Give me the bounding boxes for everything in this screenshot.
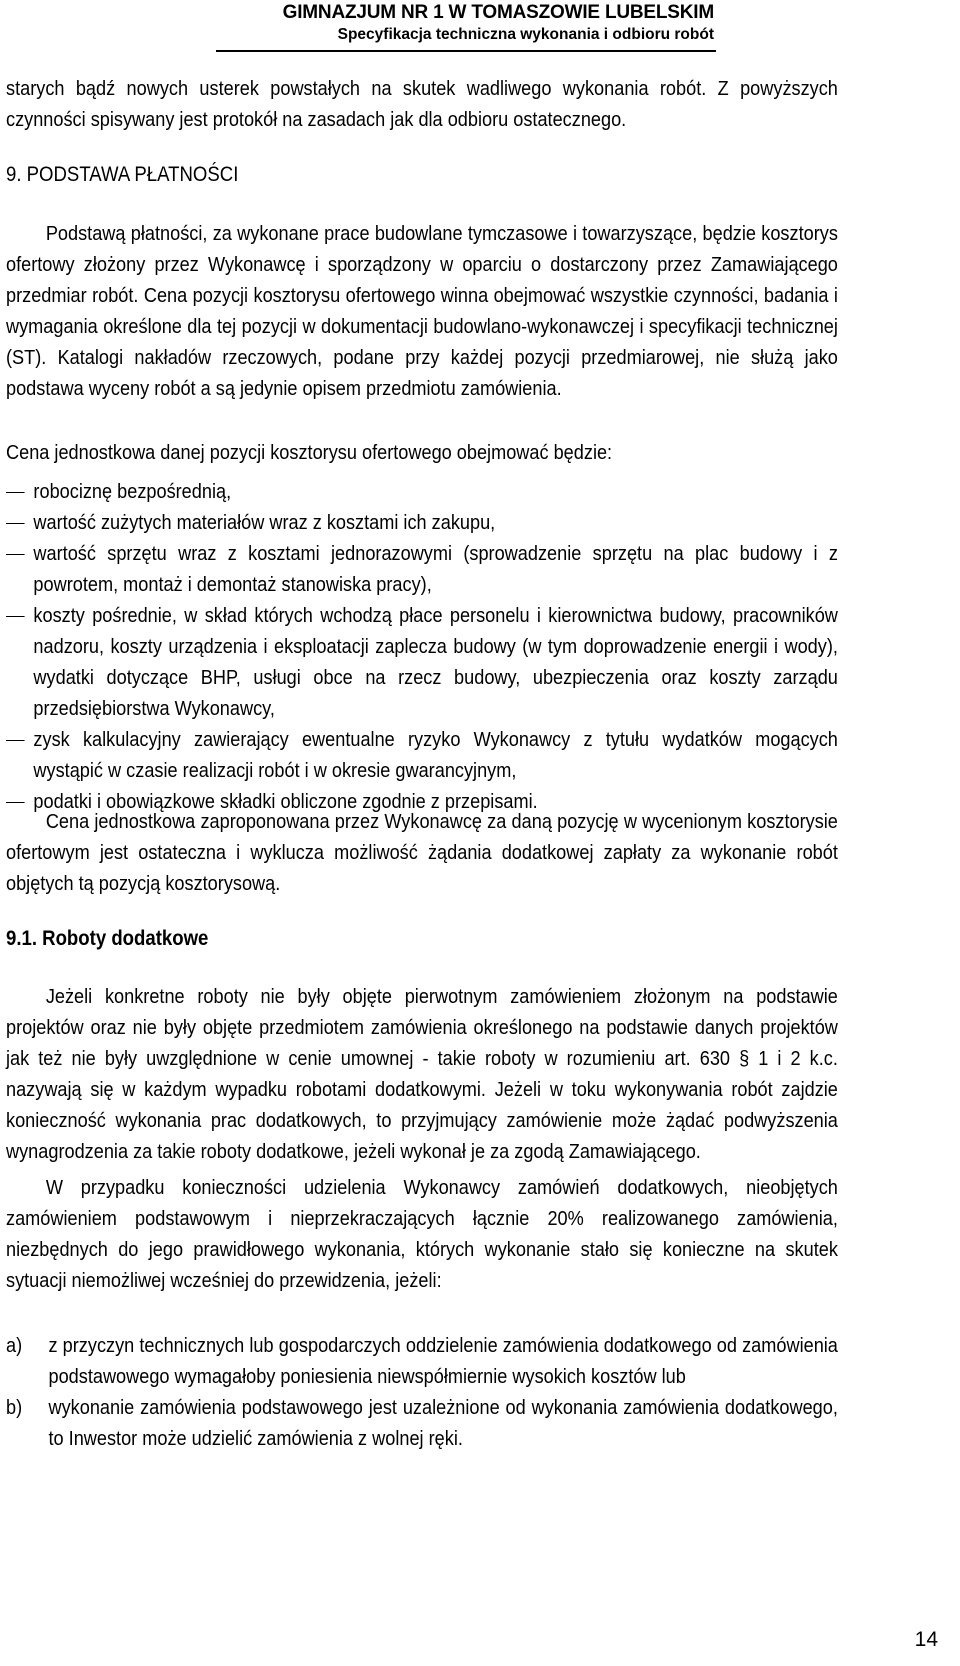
section-9-paragraph-1-block <box>6 218 838 404</box>
list-item-marker: b) <box>6 1396 23 1419</box>
section-9-1-heading: 9.1. Roboty dodatkowe <box>6 927 209 950</box>
dash-bullet <box>6 802 25 803</box>
list-item-text: zysk kalkulacyjny zawierający ewentualne ryzyko Wykonawcy z tytułu wydatków mogących wystąpić w czasie realizacji robót i w okresie gwarancyjnym, <box>33 728 838 782</box>
list-item <box>6 476 838 507</box>
list-item-text: koszty pośrednie, w skład których wchodzą płace personelu i kierownictwa budowy, pracowników nadzoru, koszty urządzenia i eksploatacji zaplecza budowy (w tym doprowadzenie energii i wody), wydatki dotyczące BHP, usługi obce na rzecz budowy, ubezpieczenia oraz koszty zarządu przedsiębiorstwa Wykonawcy, <box>33 604 838 720</box>
section-9-1-paragraph-1: Jeżeli konkretne roboty nie były objęte pierwotnym zamówieniem złożonym na podstawie projektów oraz nie były objęte przedmiotem zamówienia określonego na podstawie danych projektów jak też nie były uwzględnione w cenie umownej - takie roboty w rozumieniu art. 630 § 1 i 2 k.c. nazywają się w każdym wypadku robotami dodatkowymi. Jeżeli w toku wykonywania robót zajdzie konieczność wykonania prac dodatkowych, to przyjmujący zamówienie może żądać podwyższenia wynagrodzenia za takie roboty dodatkowe, jeżeli wykonał je za zgodą Zamawiającego. <box>6 985 838 1163</box>
list-item-marker: a) <box>6 1334 23 1357</box>
section-9-1-heading-block <box>6 923 838 954</box>
list-item-text: wykonanie zamówienia podstawowego jest uzależnione od wykonania zamówienia dodatkowego, to Inwestor może udzielić zamówienia z wolnej ręki. <box>48 1396 838 1450</box>
intro-block <box>6 73 838 135</box>
cost-components-list-block <box>6 476 838 817</box>
header-school-name: GIMNAZJUM NR 1 W TOMASZOWIE LUBELSKIM <box>282 2 714 23</box>
header-rule <box>216 50 716 52</box>
dash-bullet <box>6 492 25 493</box>
cost-components-list <box>6 476 838 817</box>
page-number: 14 <box>914 1628 938 1651</box>
list-item-text: wartość zużytych materiałów wraz z kosztami ich zakupu, <box>33 511 496 534</box>
conditions-list <box>6 1330 838 1454</box>
section-9-heading-block <box>6 159 838 190</box>
list-item-text: robociznę bezpośrednią, <box>33 480 232 503</box>
header-document-title: Specyfikacja techniczna wykonania i odbioru robót <box>337 26 714 43</box>
list-item <box>6 538 838 600</box>
list-item-text: z przyczyn technicznych lub gospodarczych oddzielenie zamówienia dodatkowego od zamówienia podstawowego wymagałoby poniesienia niewspółmiernie wysokich kosztów lub <box>48 1334 838 1388</box>
dash-bullet <box>6 740 25 741</box>
section-9-paragraph-2: Cena jednostkowa danej pozycji kosztorysu ofertowego obejmować będzie: <box>6 441 613 464</box>
list-item-text: wartość sprzętu wraz z kosztami jednorazowymi (sprowadzenie sprzętu na plac budowy i z powrotem, montaż i demontaż stanowiska pracy), <box>33 542 838 596</box>
list-item <box>6 1330 838 1392</box>
list-item <box>6 507 838 538</box>
section-9-paragraph-2-block <box>6 437 838 468</box>
dash-bullet <box>6 616 25 617</box>
section-9-heading: 9. PODSTAWA PŁATNOŚCI <box>6 163 239 186</box>
section-9-1-paragraph-2: W przypadku konieczności udzielenia Wykonawcy zamówień dodatkowych, nieobjętych zamówieniem podstawowym i nieprzekraczających łącznie 20% realizowanego zamówienia, niezbędnych do jego prawidłowego wykonania, których wykonanie stało się konieczne na skutek sytuacji niemożliwej wcześniej do przewidzenia, jeżeli: <box>6 1176 838 1292</box>
list-item <box>6 1392 838 1454</box>
section-9-paragraph-1: Podstawą płatności, za wykonane prace budowlane tymczasowe i towarzyszące, będzie kosztorys ofertowy złożony przez Wykonawcę i sporządzony w oparciu o dostarczony przez Zamawiającego przedmiar robót. Cena pozycji kosztorysu ofertowego winna obejmować wszystkie czynności, badania i wymagania określone dla tej pozycji w dokumentacji budowlano-wykonawczej i specyfikacji technicznej (ST). Katalogi nakładów rzeczowych, podane przy każdej pozycji przedmiarowej, nie służą jako podstawa wyceny robót a są jedynie opisem przedmiotu zamówienia. <box>6 222 838 400</box>
dash-bullet <box>6 554 25 555</box>
section-9-paragraph-3-block <box>6 806 838 899</box>
list-item-text: podatki i obowiązkowe składki obliczone zgodnie z przepisami. <box>33 790 538 813</box>
conditions-list-block <box>6 1330 838 1454</box>
section-9-1-paragraph-2-block <box>6 1172 838 1296</box>
section-9-1-paragraph-1-block <box>6 981 838 1167</box>
dash-bullet <box>6 523 25 524</box>
list-item <box>6 724 838 786</box>
section-9-paragraph-3: Cena jednostkowa zaproponowana przez Wykonawcę za daną pozycję w wycenionym kosztorysie ofertowym jest ostateczna i wyklucza możliwość żądania dodatkowej zapłaty za wykonanie robót objętych tą pozycją kosztorysową. <box>6 810 838 895</box>
intro-paragraph: starych bądź nowych usterek powstałych na skutek wadliwego wykonania robót. Z powyższych czynności spisywany jest protokół na zasadach jak dla odbioru ostatecznego. <box>6 77 838 131</box>
list-item <box>6 600 838 724</box>
